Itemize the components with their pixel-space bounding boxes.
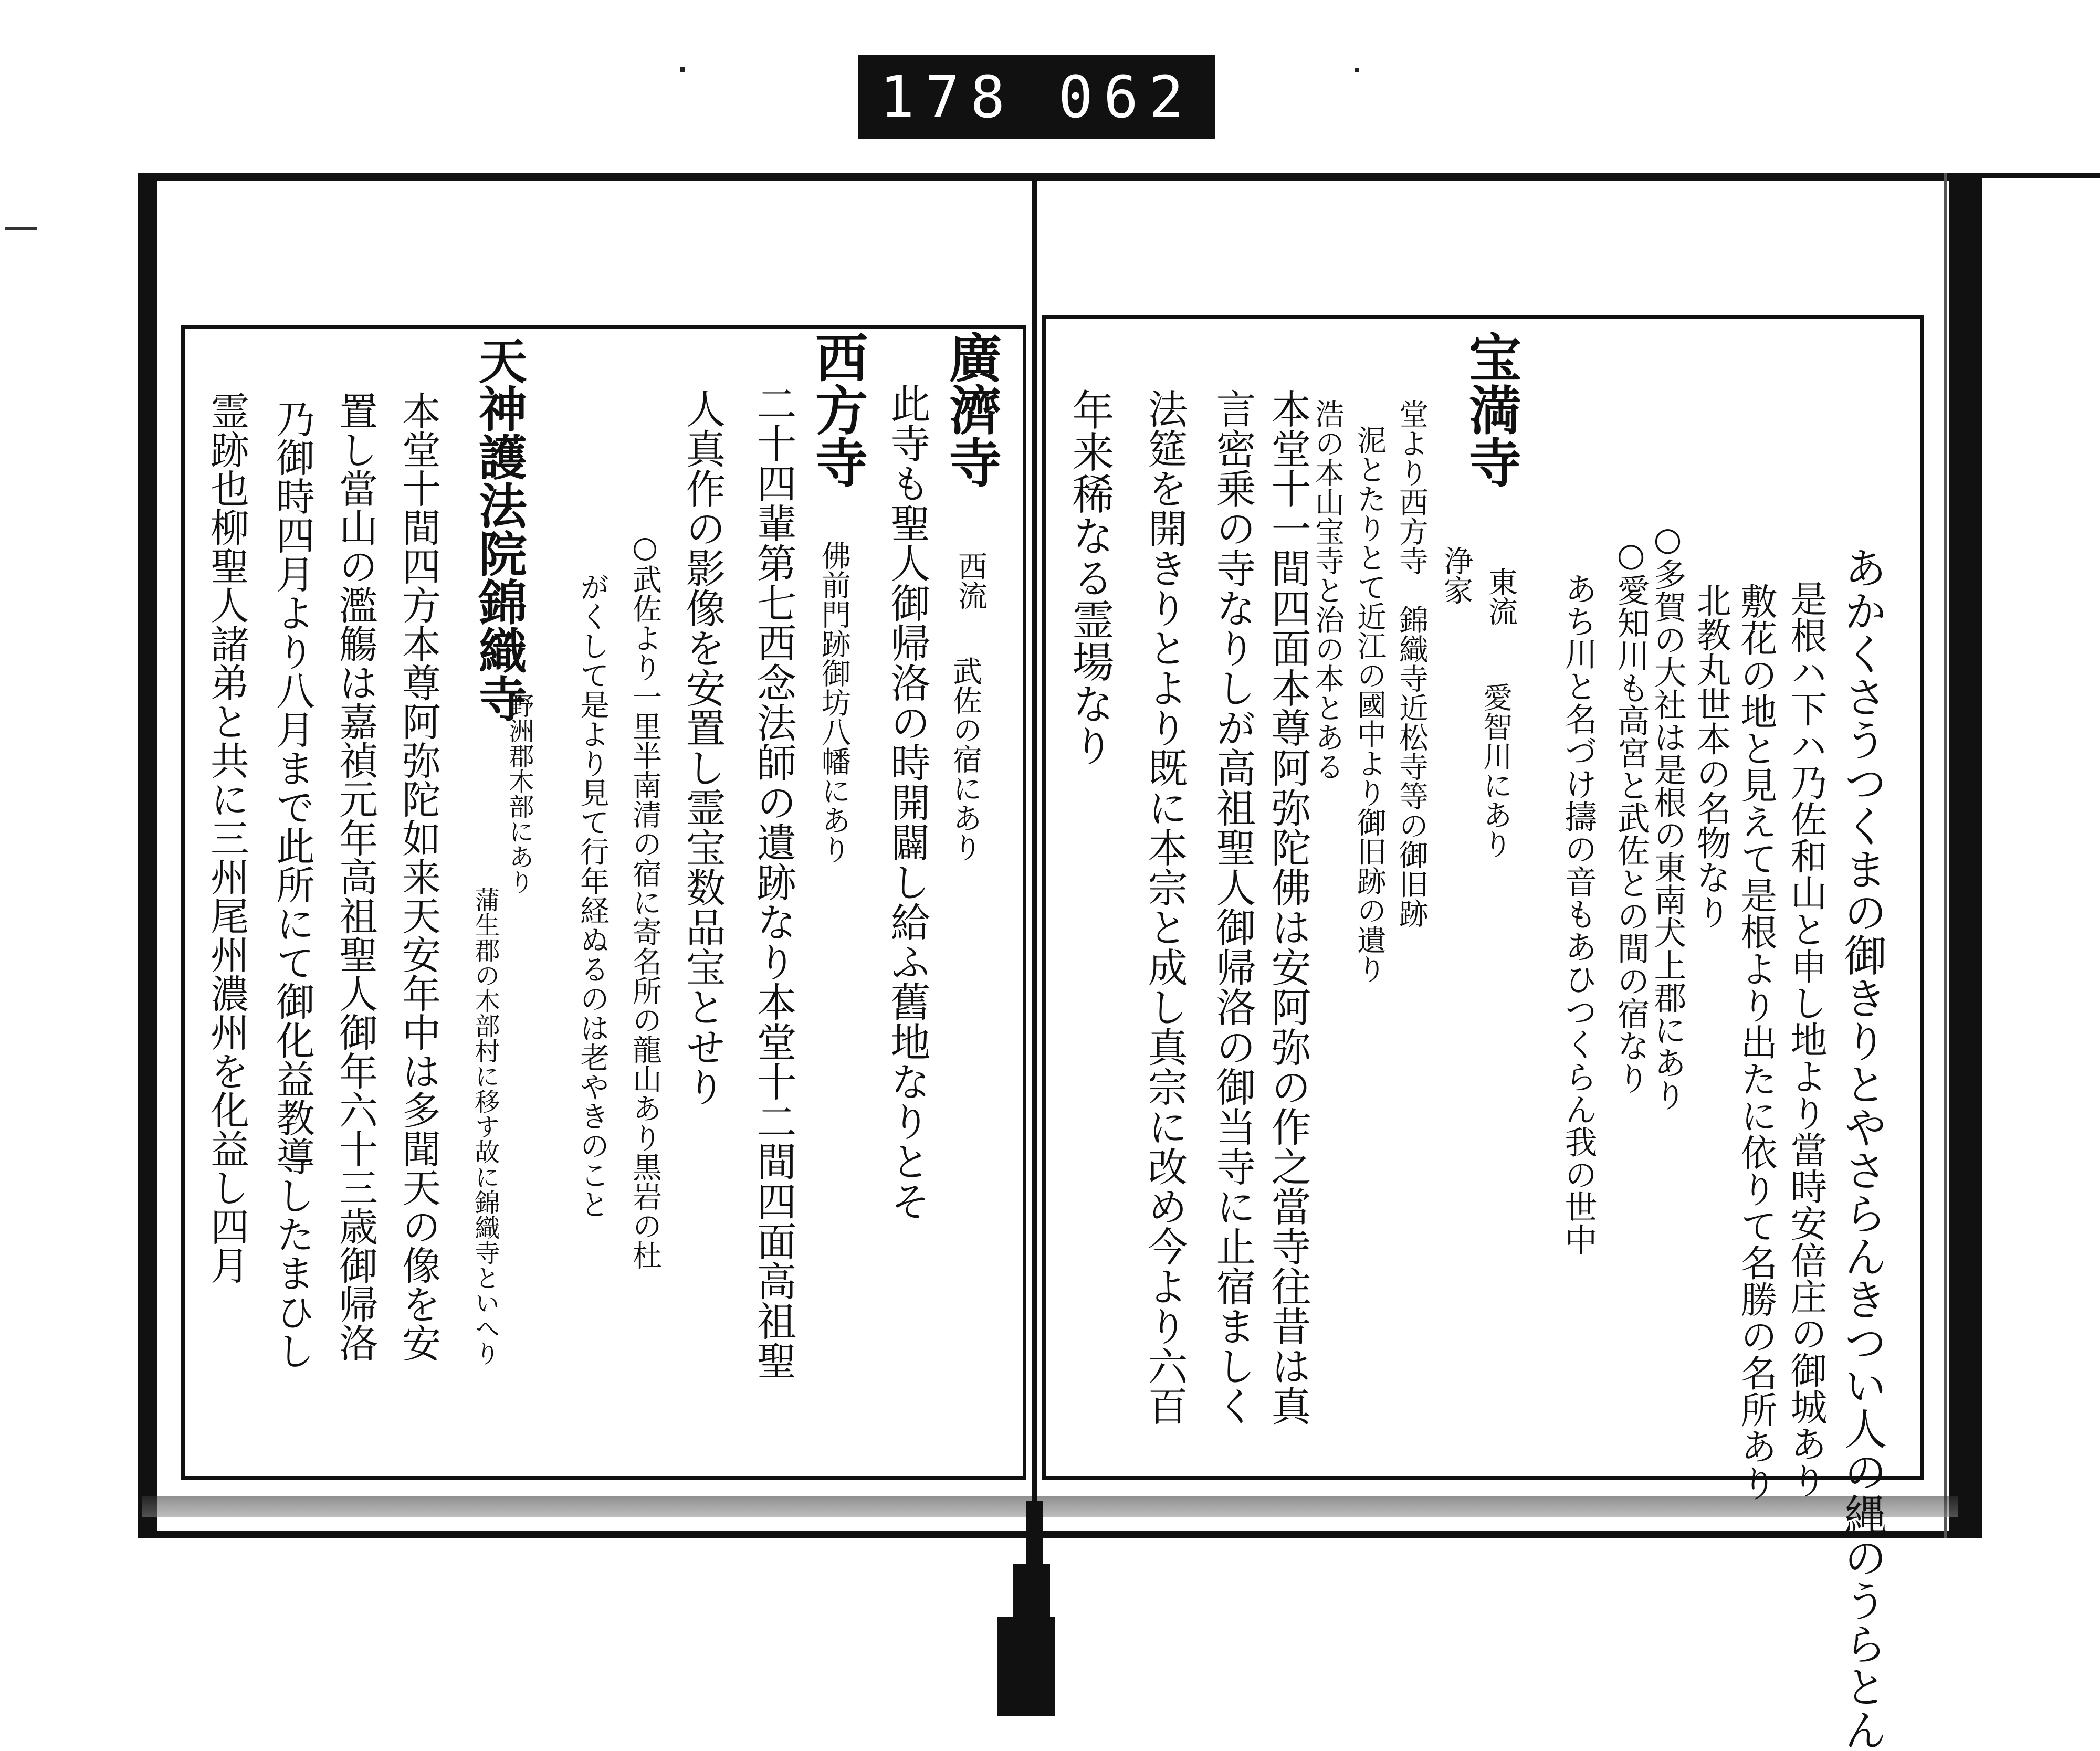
text-column: 本堂十一間四面本尊阿弥陀佛は安阿弥の作之當寺往昔は真 bbox=[1265, 388, 1311, 1426]
text-column: 人真作の影像を安置し霊宝数品宝とせり bbox=[679, 388, 726, 1106]
page-edge-right bbox=[1949, 173, 1982, 1538]
text-column: 敷花の地と見えて是根より出たに依りて名勝の名所あり bbox=[1735, 583, 1778, 1501]
text-column: あち川と名づけ擣の音もあひつくらん我の世中 bbox=[1559, 572, 1598, 1256]
film-label-left: 178 bbox=[879, 64, 1016, 131]
scan-speck bbox=[680, 67, 685, 72]
location-note: 武佐の宿にあり bbox=[948, 656, 982, 862]
text-column: 是根ハ下ハ乃佐和山と申し地より當時安倍庄の御城あり bbox=[1784, 580, 1828, 1499]
film-label-right: 062 bbox=[1058, 64, 1194, 131]
sect-label: 西流 bbox=[953, 551, 988, 610]
text-column: ○武佐より一里半南清の宿に寄名所の龍山あり黒岩の杜 bbox=[628, 530, 662, 1270]
text-column: 本堂十間四方本尊阿弥陀如来天安年中は多聞天の像を安 bbox=[396, 391, 441, 1362]
text-column: 乃御時四月より八月まで此所にて御化益教導したまひし bbox=[270, 399, 315, 1370]
microfilm-frame-label bbox=[858, 55, 1215, 139]
sect-note: 浄家 bbox=[1439, 546, 1473, 605]
section-title-kinshokuji: 天神護法院錦織寺 bbox=[471, 336, 528, 722]
text-column: 二十四輩第七西念法師の遺跡なり本堂十二間四面高祖聖 bbox=[750, 383, 797, 1380]
sect-label: 東流 bbox=[1484, 567, 1518, 626]
text-column: 浩の本山宝寺と治の本とある bbox=[1310, 399, 1345, 781]
text-column: 蒲生郡の木部村に移す故に錦織寺といへり bbox=[470, 887, 500, 1366]
text-column: 法筵を開きりとより既に本宗と成し真宗に改め今より六百 bbox=[1141, 388, 1188, 1426]
page-edge-left bbox=[138, 173, 157, 1538]
location-note: 佛前門跡御坊八幡にあり bbox=[817, 541, 851, 864]
text-column: 堂より西方寺 錦織寺近松寺等の御旧跡 bbox=[1394, 399, 1429, 928]
section-title-kokoji: 廣濟寺 bbox=[940, 331, 1002, 488]
text-column: 置し當山の濫觴は嘉禎元年高祖聖人御年六十三歳御帰洛 bbox=[333, 391, 378, 1362]
spine-tail bbox=[998, 1617, 1055, 1716]
text-column: 此寺も聖人御帰洛の時開闢し給ふ舊地なりとそ bbox=[884, 383, 931, 1221]
text-column: がくして是より見て行年経ぬるのは老やきのこと bbox=[575, 572, 610, 1219]
text-column: 言密乗の寺なりしが高祖聖人御帰洛の御当寺に止宿ましく bbox=[1210, 388, 1256, 1426]
scan-speck bbox=[1354, 68, 1359, 72]
text-column: ○愛知川も高宮と武佐との間の宿なり bbox=[1612, 535, 1650, 1094]
section-title-homanji: 宝満寺 bbox=[1460, 331, 1522, 488]
text-column: 泥とたりとて近江の國中より御旧跡の遺り bbox=[1352, 425, 1387, 984]
spine-tail bbox=[1026, 1501, 1043, 1564]
text-column: 年来稀なる霊場なり bbox=[1065, 388, 1114, 766]
section-title-saihoji: 西方寺 bbox=[806, 331, 868, 488]
text-column: 霊跡也柳聖人諸弟と共に三州尾州濃州を化益し四月 bbox=[204, 391, 249, 1284]
book-spine bbox=[1032, 173, 1037, 1538]
text-column: ○多賀の大社は是根の東南犬上郡にあり bbox=[1648, 520, 1687, 1111]
location-note: 野洲郡木部にあり bbox=[505, 693, 534, 894]
text-column: 北教丸世本の名物なり bbox=[1690, 583, 1731, 929]
scan-mark bbox=[5, 227, 37, 230]
location-note: 愛智川にあり bbox=[1478, 682, 1513, 859]
text-column: あかくさうつくまの御きりとやさらんきつい人の縄のうらとん bbox=[1837, 546, 1887, 1751]
book-bottom-edge bbox=[142, 1496, 1958, 1517]
spine-tail bbox=[1013, 1564, 1050, 1617]
